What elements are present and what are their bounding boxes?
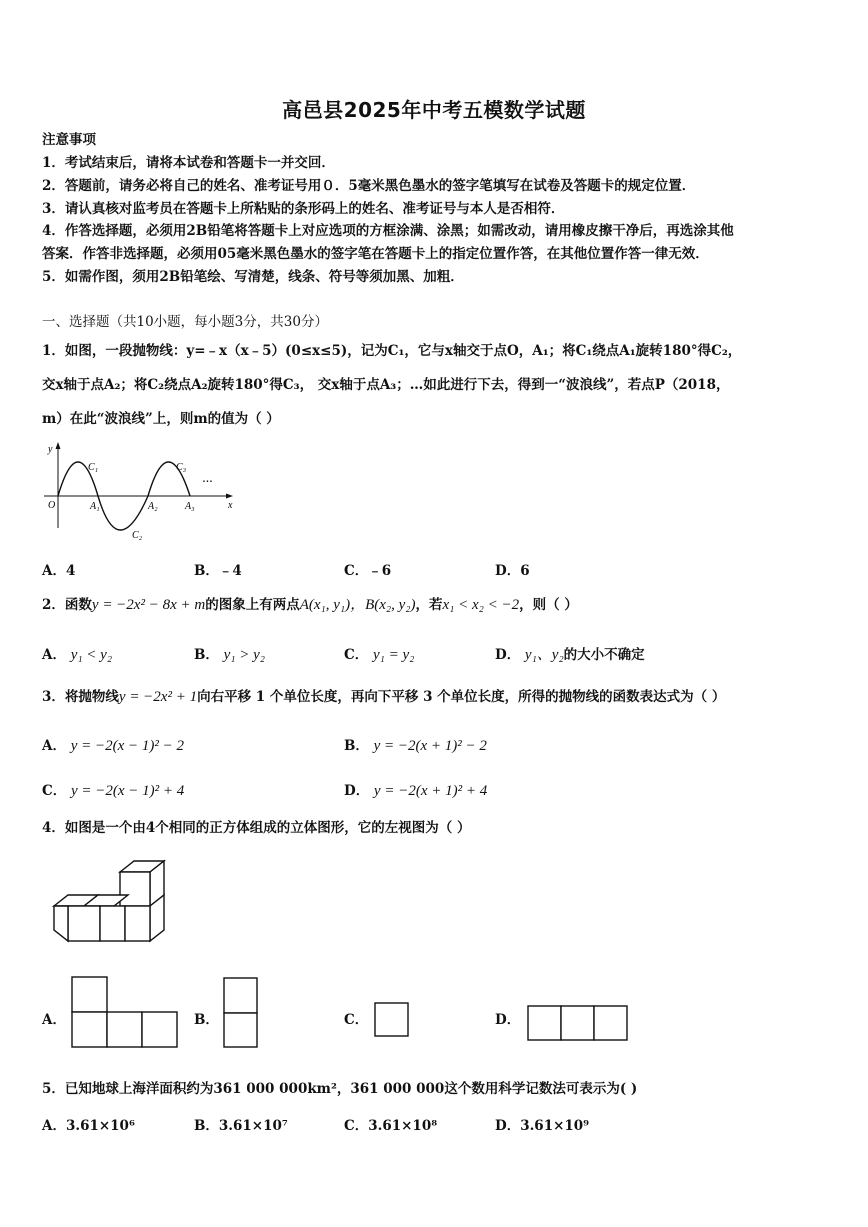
q2-option-d: D． y₁、y₂的大小不确定 — [495, 647, 645, 663]
q4-option-c-label: C． — [344, 1012, 369, 1028]
note-1: 1．考试结束后，请将本试卷和答题卡一并交回． — [42, 155, 335, 171]
graph-a3-label: A₃ — [185, 501, 195, 512]
notes-heading: 注意事项 — [42, 132, 96, 148]
q1-line-1: 1．如图，一段抛物线：y=﹣x（x﹣5）(0≤x≤5)，记为C₁，它与x轴交于点O，A₁；将C₁绕点A₁旋转180°得C₂， — [42, 343, 742, 359]
graph-a1-label: A₁ — [90, 501, 100, 512]
q4-option-d-view — [527, 1005, 629, 1042]
q3-stem-post: 向右平移 1 个单位长度，再向下平移 3 个单位长度，所得的抛物线的函数表达式为（ ） — [197, 689, 726, 705]
q3-function: y = −2x² + 1 — [118, 689, 198, 705]
q1-wave-graph — [40, 440, 240, 545]
q4-stem: 4．如图是一个由4个相同的正方体组成的立体图形，它的左视图为（ ） — [42, 820, 471, 836]
q5-option-a: A．3.61×10⁶ — [42, 1118, 135, 1134]
q5-option-b: B．3.61×10⁷ — [194, 1118, 288, 1134]
q3-option-b: B． y = −2(x + 1)² − 2 — [344, 738, 487, 754]
q4-option-d-label: D． — [495, 1012, 521, 1028]
q3-option-c: C． y = −2(x − 1)² + 4 — [42, 783, 185, 799]
q3-option-a: A． y = −2(x − 1)² − 2 — [42, 738, 184, 754]
q1-line-3: m）在此“波浪线”上，则m的值为（ ） — [42, 411, 280, 427]
graph-origin-label: O — [48, 500, 56, 511]
q1-option-d: D．6 — [495, 563, 530, 579]
note-5: 5．如需作图，须用2B铅笔绘、写清楚，线条、符号等须加黑、加粗． — [42, 269, 464, 285]
note-4: 4．作答选择题，必须用2B铅笔将答题卡上对应选项的方框涂满、涂黑；如需改动，请用橡皮擦干净后，再选涂其他 — [42, 223, 734, 239]
q2-function: y = −2x² − 8x + m — [91, 597, 206, 613]
graph-a2-label: A₂ — [148, 501, 158, 512]
q1-option-a: A．4 — [42, 563, 76, 579]
graph-c1-label: C₁ — [88, 462, 99, 473]
q2-option-c: C． y₁ = y₂ — [344, 647, 415, 663]
q4-option-b-label: B． — [194, 1012, 219, 1028]
q3-option-d: D． y = −2(x + 1)² + 4 — [344, 783, 488, 799]
q1-line-2: 交x轴于点A₂；将C₂绕点A₂旋转180°得C₃， 交x轴于点A₃；…如此进行下去，得到一“波浪线”，若点P（2018， — [42, 377, 730, 393]
q2-option-b: B． y₁ > y₂ — [194, 647, 265, 663]
graph-c3-label: C₃ — [176, 462, 187, 473]
q5-stem: 5．已知地球上海洋面积约为361 000 000km²，361 000 000这个数用科学记数法可表示为( ) — [42, 1081, 638, 1097]
page-title: 高邑县2025年中考五模数学试题 — [282, 98, 586, 122]
q5-option-c: C．3.61×10⁸ — [344, 1118, 438, 1134]
q4-cube-figure — [52, 858, 170, 944]
q1-option-b: B．﹣4 — [194, 563, 242, 579]
graph-c2-label: C₂ — [132, 530, 143, 541]
graph-ellipsis: ··· — [202, 475, 213, 490]
q2-points: A(x₁, y₁)，B(x₂, y₂) — [299, 597, 416, 613]
q4-option-a-view — [71, 975, 179, 1049]
q2-stem-post: ，则（ ） — [519, 597, 578, 613]
q3-stem-pre: 3．将抛物线 — [42, 689, 119, 705]
graph-y-label: y — [48, 444, 53, 455]
section-heading: 一、选择题（共10小题，每小题3分，共30分） — [42, 314, 328, 330]
q2-stem-mid2: ，若 — [415, 597, 443, 613]
q3-stem — [42, 688, 838, 706]
q1-option-c: C．﹣6 — [344, 563, 392, 579]
q2-option-a: A． y₁ < y₂ — [42, 647, 113, 663]
note-2: 2．答题前，请务必将自己的姓名、准考证号用０．5毫米黑色墨水的签字笔填写在试卷及答题卡的规定位置． — [42, 178, 696, 194]
q5-option-d: D．3.61×10⁹ — [495, 1118, 590, 1134]
note-3: 3．请认真核对监考员在答题卡上所粘贴的条形码上的姓名、准考证号与本人是否相符． — [42, 201, 565, 217]
q2-stem — [42, 596, 838, 614]
q2-stem-pre: 2．函数 — [42, 597, 92, 613]
graph-x-label: x — [228, 500, 233, 511]
q2-stem-mid: 的图象上有两点 — [205, 597, 300, 613]
q4-option-c-view — [374, 1002, 410, 1038]
note-4-cont: 答案．作答非选择题，必须用05毫米黑色墨水的签字笔在答题卡上的指定位置作答，在其他位置作答一律无效． — [42, 246, 709, 262]
q4-option-b-view — [223, 977, 259, 1049]
q2-condition: x₁ < x₂ < −2 — [442, 597, 520, 613]
q4-option-a-label: A． — [42, 1012, 66, 1028]
